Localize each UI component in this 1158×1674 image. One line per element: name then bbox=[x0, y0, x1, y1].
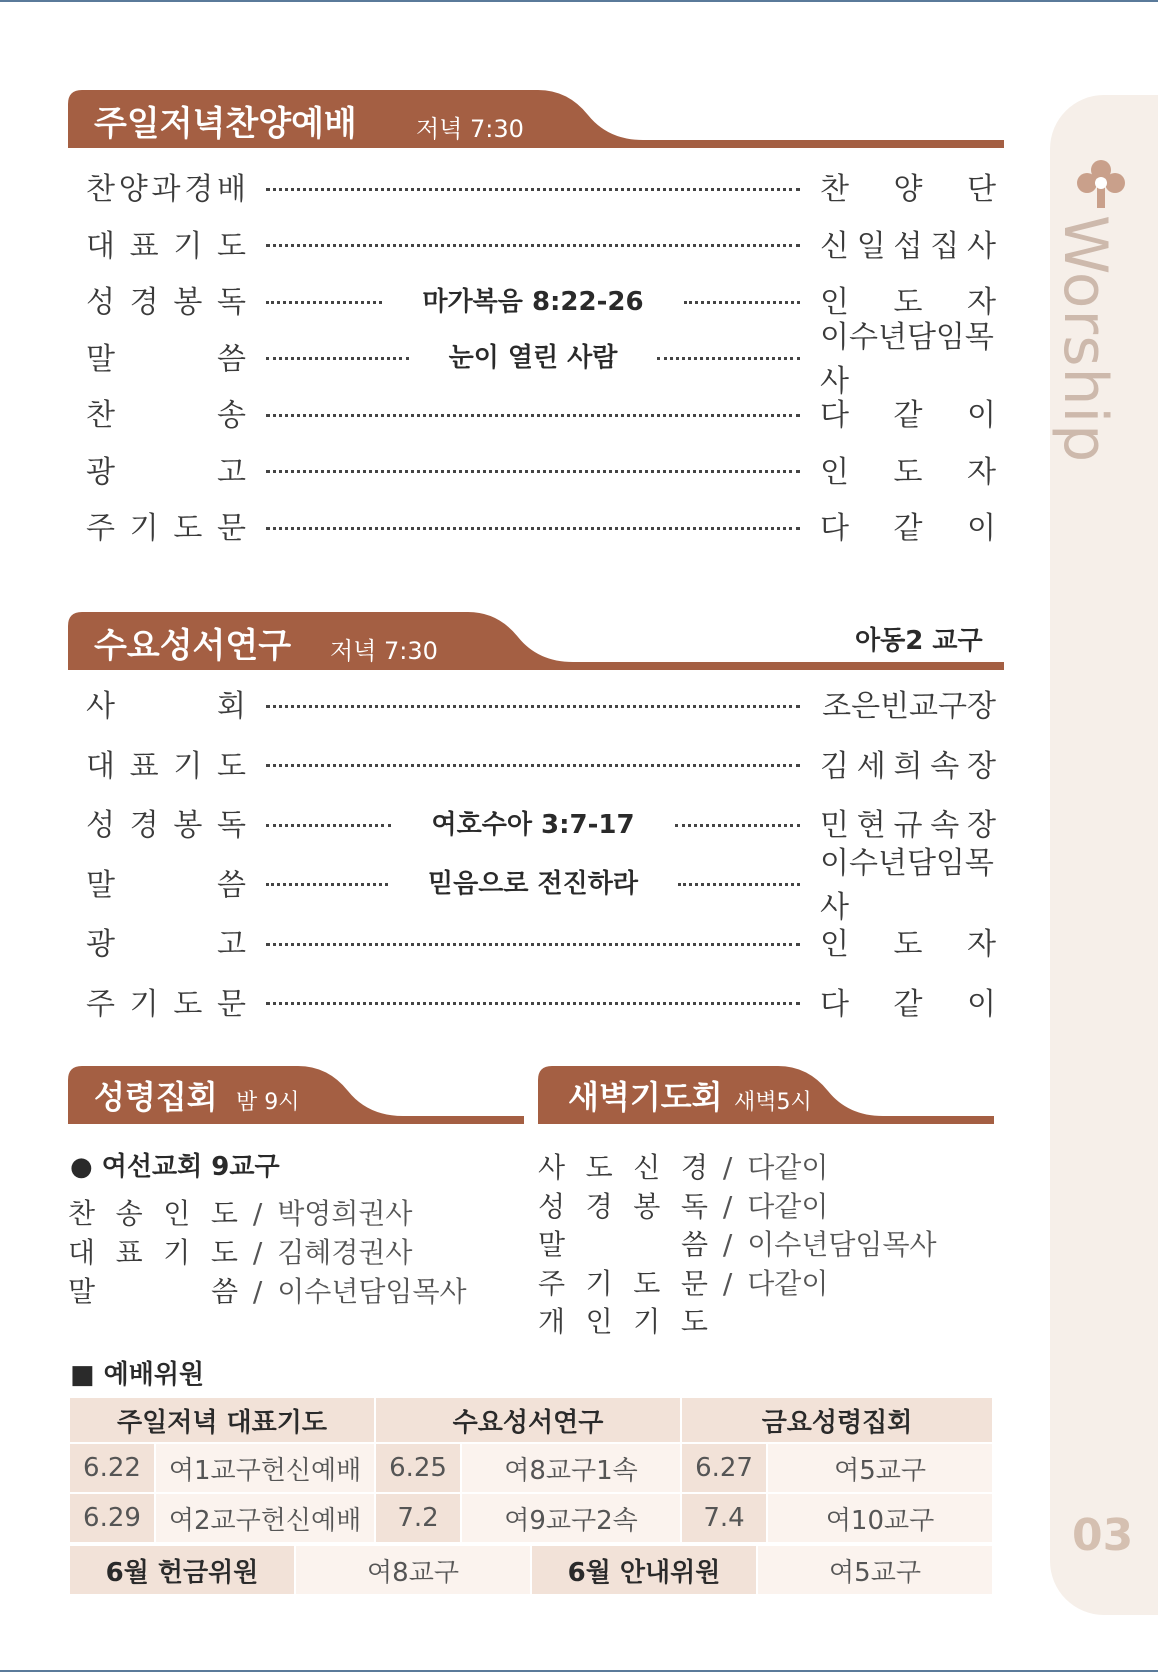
order-person-char: 속 bbox=[930, 808, 960, 843]
order-person-char: 자 bbox=[967, 454, 996, 490]
separator: / bbox=[244, 1236, 272, 1269]
order-label-char: 경 bbox=[585, 1189, 613, 1223]
church-name: 여선교회 9교구 bbox=[101, 1152, 280, 1182]
order-label-char: 씀 bbox=[217, 341, 246, 377]
order-label-char: 도 bbox=[173, 511, 203, 546]
order-person-char: 규 bbox=[893, 808, 923, 843]
dot-leader bbox=[266, 244, 800, 247]
order-person-char: 자 bbox=[967, 285, 996, 320]
order-label bbox=[86, 221, 246, 265]
order-label bbox=[538, 1185, 708, 1225]
order-label-char: 도 bbox=[217, 748, 246, 784]
order-label-char: 도 bbox=[173, 986, 203, 1022]
order-label-char: 대 bbox=[68, 1236, 96, 1269]
order-person-char: 장 bbox=[967, 748, 996, 784]
separator: / bbox=[714, 1151, 742, 1184]
dot-leader bbox=[266, 527, 800, 530]
order-person-char: 도 bbox=[893, 454, 923, 490]
order-person-char: 같 bbox=[893, 511, 923, 546]
order-person-char: 다 bbox=[820, 986, 849, 1022]
order-label-char: 경 bbox=[129, 285, 159, 320]
order-person bbox=[820, 741, 996, 785]
order-label-char: 독 bbox=[217, 285, 246, 320]
order-line bbox=[68, 1231, 412, 1271]
order-value: 이수년담임목사 bbox=[747, 1228, 937, 1261]
dot-leader bbox=[266, 764, 800, 767]
order-value: 다같이 bbox=[747, 1266, 829, 1300]
order-row bbox=[86, 319, 996, 399]
order-label-char: 기 bbox=[129, 986, 159, 1022]
order-person bbox=[820, 390, 996, 434]
order-label bbox=[86, 681, 246, 725]
order-label-char: 과 bbox=[151, 172, 181, 207]
dot-leader bbox=[266, 883, 388, 886]
order-label-char: 기 bbox=[129, 511, 159, 546]
section-time: 저녁 7:30 bbox=[330, 637, 438, 665]
order-person-char: 섭 bbox=[893, 228, 923, 264]
dot-leader bbox=[266, 357, 409, 360]
order-person-char: 자 bbox=[967, 927, 996, 962]
order-label-char: 말 bbox=[86, 341, 115, 377]
committee-title: ■ 예배위원 bbox=[70, 1360, 205, 1390]
separator: / bbox=[244, 1275, 272, 1308]
order-person-char: 도 bbox=[893, 285, 923, 320]
date-cell: 6.29 bbox=[69, 1493, 155, 1543]
order-label-char: 씀 bbox=[210, 1275, 238, 1308]
order-label-char: 독 bbox=[217, 808, 246, 843]
order-label-char: 인 bbox=[163, 1197, 191, 1230]
order-person-char: 이 bbox=[967, 398, 996, 433]
order-label-char: 양 bbox=[118, 172, 148, 207]
order-label-char: 독 bbox=[680, 1189, 708, 1223]
section-title: 주일저녁찬양예배 bbox=[94, 104, 357, 144]
order-row bbox=[86, 919, 996, 963]
order-label-char: 광 bbox=[86, 927, 115, 962]
order-label-char: 대 bbox=[86, 748, 115, 784]
order-label-char: 배 bbox=[217, 172, 246, 207]
order-label-char: 말 bbox=[538, 1228, 566, 1261]
section-header-sunday bbox=[68, 90, 1004, 148]
order-detail: 여호수아 3:7-17 bbox=[431, 809, 635, 840]
order-label-char: 기 bbox=[633, 1305, 661, 1338]
order-person-char: 인 bbox=[820, 927, 849, 962]
cross-flower-icon bbox=[1074, 156, 1128, 210]
order-label-char: 경 bbox=[129, 808, 159, 843]
order-label-char: 도 bbox=[680, 1305, 708, 1338]
order-label bbox=[86, 503, 246, 547]
order-person bbox=[820, 979, 996, 1023]
order-label-char: 찬 bbox=[86, 398, 115, 433]
order-label-char: 표 bbox=[129, 228, 159, 264]
order-value: 박영희권사 bbox=[277, 1197, 413, 1230]
date-cell: 6.25 bbox=[375, 1443, 461, 1493]
order-value: 다같이 bbox=[747, 1151, 829, 1184]
date-cell: 7.2 bbox=[375, 1493, 461, 1543]
order-row bbox=[86, 390, 996, 434]
order-label bbox=[86, 800, 246, 844]
order-person-char: 이 bbox=[967, 511, 996, 546]
order-label-char: 문 bbox=[217, 511, 246, 546]
order-label-char: 기 bbox=[173, 228, 203, 264]
order-label-char: 기 bbox=[585, 1266, 613, 1300]
order-person-char: 일 bbox=[856, 228, 886, 264]
order-person bbox=[820, 221, 996, 265]
order-person-char: 이수년담임목사 bbox=[820, 845, 994, 925]
order-label-char: 찬 bbox=[86, 172, 115, 207]
order-label-char: 씀 bbox=[217, 867, 246, 903]
dot-leader bbox=[675, 824, 800, 827]
assignment-cell: 여5교구 bbox=[767, 1443, 993, 1493]
assignment-cell: 여10교구 bbox=[767, 1493, 993, 1543]
order-label bbox=[86, 334, 246, 378]
order-label-char: 도 bbox=[210, 1236, 238, 1269]
order-label-char: 기 bbox=[163, 1236, 191, 1269]
order-row bbox=[86, 681, 996, 725]
order-row bbox=[86, 221, 996, 265]
order-label-char: 도 bbox=[217, 228, 246, 264]
order-label-char: 표 bbox=[129, 748, 159, 784]
order-value: 이수년담임목사 bbox=[277, 1275, 467, 1308]
bullet: ● bbox=[70, 1152, 93, 1182]
order-line bbox=[68, 1270, 467, 1310]
separator: / bbox=[714, 1266, 742, 1300]
order-label-char: 씀 bbox=[680, 1228, 708, 1261]
order-person-char: 희 bbox=[893, 748, 923, 784]
dot-leader bbox=[266, 943, 800, 946]
order-label bbox=[86, 390, 246, 434]
order-line bbox=[538, 1223, 937, 1263]
assignment-cell: 여2교구헌신예배 bbox=[155, 1493, 375, 1543]
dot-leader bbox=[266, 824, 391, 827]
order-row bbox=[86, 979, 996, 1023]
order-label bbox=[86, 979, 246, 1023]
order-person-char: 인 bbox=[820, 454, 849, 490]
order-label bbox=[86, 447, 246, 491]
order-person-char: 김 bbox=[820, 748, 849, 784]
order-person bbox=[820, 681, 996, 725]
order-person-char: 민 bbox=[820, 808, 849, 843]
district-tag: 아동2 교구 bbox=[855, 626, 983, 656]
order-label-char: 성 bbox=[86, 285, 115, 320]
order-person-char: 속 bbox=[930, 748, 960, 784]
order-row bbox=[86, 447, 996, 491]
order-person-char: 집 bbox=[930, 228, 960, 264]
footer-label-cell: 6월 헌금위원 bbox=[69, 1545, 295, 1595]
order-label-char: 봉 bbox=[173, 808, 203, 843]
table-header-cell: 수요성서연구 bbox=[375, 1397, 681, 1443]
table-row bbox=[69, 1493, 993, 1543]
order-person bbox=[820, 919, 996, 963]
order-detail: 마가복음 8:22-26 bbox=[422, 286, 644, 317]
table-header-cell: 금요성령집회 bbox=[681, 1397, 993, 1443]
order-label-char: 개 bbox=[538, 1305, 566, 1338]
section-title: 새벽기도회 bbox=[568, 1078, 723, 1116]
order-value: 다같이 bbox=[747, 1189, 829, 1223]
section-header-spirit bbox=[68, 1066, 524, 1124]
order-label-char: 표 bbox=[115, 1236, 143, 1269]
order-person-char: 인 bbox=[820, 285, 849, 320]
dot-leader bbox=[678, 883, 800, 886]
order-person-char: 다 bbox=[820, 511, 849, 546]
date-cell: 6.27 bbox=[681, 1443, 767, 1493]
footer-label-cell: 6월 안내위원 bbox=[531, 1545, 757, 1595]
order-label-char: 주 bbox=[538, 1266, 566, 1300]
order-row bbox=[86, 503, 996, 547]
order-label-char: 경 bbox=[184, 172, 214, 207]
order-row bbox=[86, 164, 996, 208]
order-line bbox=[538, 1262, 828, 1302]
order-label-char: 인 bbox=[585, 1305, 613, 1338]
order-label-char: 신 bbox=[633, 1151, 661, 1184]
order-line bbox=[538, 1300, 708, 1340]
order-label bbox=[538, 1146, 708, 1186]
order-person-char: 찬 bbox=[820, 172, 849, 207]
order-label-char: 회 bbox=[217, 689, 246, 724]
dot-leader bbox=[266, 188, 800, 191]
separator: / bbox=[714, 1189, 742, 1223]
order-label-char: 송 bbox=[217, 398, 246, 433]
order-person-char: 같 bbox=[893, 398, 923, 433]
order-row bbox=[86, 845, 996, 925]
order-person-char: 신 bbox=[820, 228, 849, 264]
order-person bbox=[820, 312, 996, 400]
order-person bbox=[820, 503, 996, 547]
order-label-char: 도 bbox=[210, 1197, 238, 1230]
order-value: 김혜경권사 bbox=[277, 1236, 413, 1269]
order-label bbox=[68, 1231, 238, 1271]
bottom-rule bbox=[0, 1670, 1158, 1672]
order-label bbox=[86, 860, 246, 904]
order-label-char: 말 bbox=[68, 1275, 96, 1308]
order-label-char: 경 bbox=[680, 1151, 708, 1184]
order-label-char: 대 bbox=[86, 228, 115, 264]
separator: / bbox=[244, 1197, 272, 1230]
dot-leader bbox=[657, 357, 800, 360]
date-cell: 7.4 bbox=[681, 1493, 767, 1543]
section-title: 수요성서연구 bbox=[94, 626, 292, 666]
footer-value-cell: 여8교구 bbox=[295, 1545, 531, 1595]
order-label-char: 사 bbox=[86, 689, 115, 724]
order-label-char: 주 bbox=[86, 511, 115, 546]
order-person bbox=[820, 838, 996, 926]
order-person-char: 단 bbox=[967, 172, 996, 207]
committee-footer-table bbox=[68, 1544, 994, 1596]
dot-leader bbox=[266, 414, 800, 417]
order-label-char: 광 bbox=[86, 454, 115, 490]
order-label-char: 성 bbox=[538, 1189, 566, 1223]
assignment-cell: 여1교구헌신예배 bbox=[155, 1443, 375, 1493]
section-title: 성령집회 bbox=[94, 1078, 218, 1116]
order-person bbox=[820, 447, 996, 491]
top-rule bbox=[0, 0, 1158, 2]
side-title: Worship bbox=[1050, 215, 1120, 464]
order-label-char: 도 bbox=[633, 1266, 661, 1300]
order-person-char: 이 bbox=[967, 986, 996, 1022]
order-line bbox=[538, 1146, 828, 1186]
order-label bbox=[68, 1270, 238, 1310]
dot-leader bbox=[266, 705, 800, 708]
order-label bbox=[86, 919, 246, 963]
order-person-char: 다 bbox=[820, 398, 849, 433]
section-time: 새벽5시 bbox=[734, 1090, 812, 1115]
assignment-cell: 여8교구1속 bbox=[461, 1443, 681, 1493]
order-person-char: 도 bbox=[893, 927, 923, 962]
order-label-char: 봉 bbox=[633, 1189, 661, 1223]
order-person-char: 양 bbox=[893, 172, 923, 207]
order-label-char: 고 bbox=[217, 927, 246, 962]
order-label-char: 찬 bbox=[68, 1197, 96, 1230]
order-detail: 눈이 열린 사람 bbox=[448, 343, 618, 373]
order-label bbox=[68, 1192, 238, 1232]
dot-leader bbox=[266, 301, 382, 304]
order-label bbox=[538, 1262, 708, 1302]
separator: / bbox=[714, 1228, 742, 1261]
section-time: 저녁 7:30 bbox=[416, 115, 524, 143]
order-person-char: 세 bbox=[856, 748, 886, 784]
order-label-char: 사 bbox=[538, 1151, 566, 1184]
order-line bbox=[538, 1185, 828, 1225]
order-person-char: 조은빈교구장 bbox=[822, 689, 996, 724]
order-label bbox=[86, 741, 246, 785]
order-row bbox=[86, 741, 996, 785]
order-label bbox=[538, 1223, 708, 1263]
date-cell: 6.22 bbox=[69, 1443, 155, 1493]
page-number: 03 bbox=[1072, 1510, 1134, 1561]
order-label bbox=[86, 277, 246, 321]
table-footer-row bbox=[69, 1545, 993, 1595]
order-label bbox=[538, 1300, 708, 1340]
section-header-dawn bbox=[538, 1066, 994, 1124]
order-person-char: 장 bbox=[967, 808, 996, 843]
order-label bbox=[86, 164, 246, 208]
section-time: 밤 9시 bbox=[236, 1090, 300, 1115]
footer-value-cell: 여5교구 bbox=[757, 1545, 993, 1595]
order-label-char: 기 bbox=[173, 748, 203, 784]
order-person-char: 같 bbox=[893, 986, 923, 1022]
table-header-row bbox=[69, 1397, 993, 1443]
order-label-char: 성 bbox=[86, 808, 115, 843]
table-row bbox=[69, 1443, 993, 1493]
order-label-char: 주 bbox=[86, 986, 115, 1022]
order-detail: 믿음으로 전진하라 bbox=[428, 869, 638, 899]
dot-leader bbox=[266, 1002, 800, 1005]
order-label-char: 봉 bbox=[173, 285, 203, 320]
order-label-char: 문 bbox=[680, 1266, 708, 1300]
order-label-char: 말 bbox=[86, 867, 115, 903]
spirit-church bbox=[70, 1146, 280, 1183]
order-label-char: 도 bbox=[585, 1151, 613, 1184]
order-person-char: 현 bbox=[856, 808, 886, 843]
dot-leader bbox=[266, 470, 800, 473]
table-header-cell: 주일저녁 대표기도 bbox=[69, 1397, 375, 1443]
order-label-char: 송 bbox=[115, 1197, 143, 1230]
assignment-cell: 여9교구2속 bbox=[461, 1493, 681, 1543]
dot-leader bbox=[684, 301, 800, 304]
order-label-char: 문 bbox=[217, 986, 246, 1022]
order-person-char: 이수년담임목사 bbox=[820, 319, 994, 399]
committee-table bbox=[68, 1396, 994, 1544]
order-person-char: 사 bbox=[967, 228, 996, 264]
order-label-char: 고 bbox=[217, 454, 246, 490]
order-person bbox=[820, 164, 996, 208]
order-line bbox=[68, 1192, 412, 1232]
